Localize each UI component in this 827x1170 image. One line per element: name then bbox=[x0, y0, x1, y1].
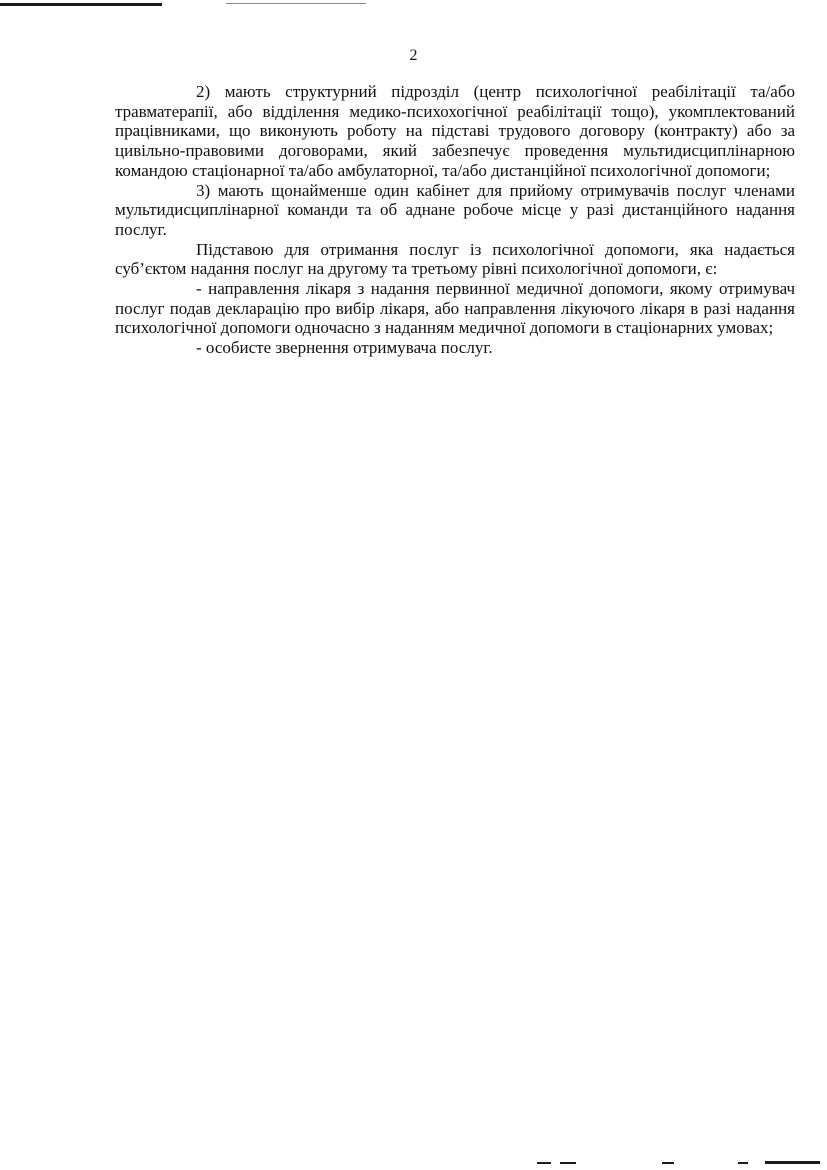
paragraph-item-2: 2) мають структурний підрозділ (центр психологічної реабілітації та/або травматерапії, або відділення медико-психохогічної реабілітації тощо), укомплектований працівниками, що виконують роботу на підставі трудового договору (контракту) або за цивільно-правовими договорами, який забезпечує проведення мультидисциплінарною командою стаціонарної та/або амбулаторної, та/або дистанційної психологічної допомоги; bbox=[115, 82, 795, 180]
scan-artifact-bottom-1 bbox=[537, 1162, 551, 1164]
paragraph-item-3: 3) мають щонайменше один кабінет для прийому отримувачів послуг членами мультидисциплінарної команди та об аднане робоче місце у разі дистанційного надання послуг. bbox=[115, 180, 795, 239]
page-number: 2 bbox=[409, 47, 418, 64]
scan-artifact-top-left bbox=[0, 3, 162, 6]
scan-artifact-bottom-5 bbox=[765, 1161, 820, 1164]
scan-artifact-bottom-4 bbox=[738, 1162, 748, 1164]
scan-artifact-bottom-3 bbox=[662, 1162, 674, 1164]
scan-artifact-bottom-2 bbox=[560, 1162, 576, 1164]
scan-artifact-top-center bbox=[226, 3, 366, 4]
paragraph-referral: - направлення лікаря з надання первинної медичної допомоги, якому отримувач послуг подав декларацію про вибір лікаря, або направлення лікуючого лікаря в разі надання психологічної допомоги одночасно з наданням медичної допомоги в стаціонарних умовах; bbox=[115, 279, 795, 338]
paragraph-basis: Підставою для отримання послуг із психологічної допомоги, яка надається суб’єктом надання послуг на другому та третьому рівні психологічної допомоги, є: bbox=[115, 239, 795, 279]
document-body bbox=[115, 82, 795, 358]
paragraph-personal-request: - особисте звернення отримувача послуг. bbox=[196, 338, 493, 358]
